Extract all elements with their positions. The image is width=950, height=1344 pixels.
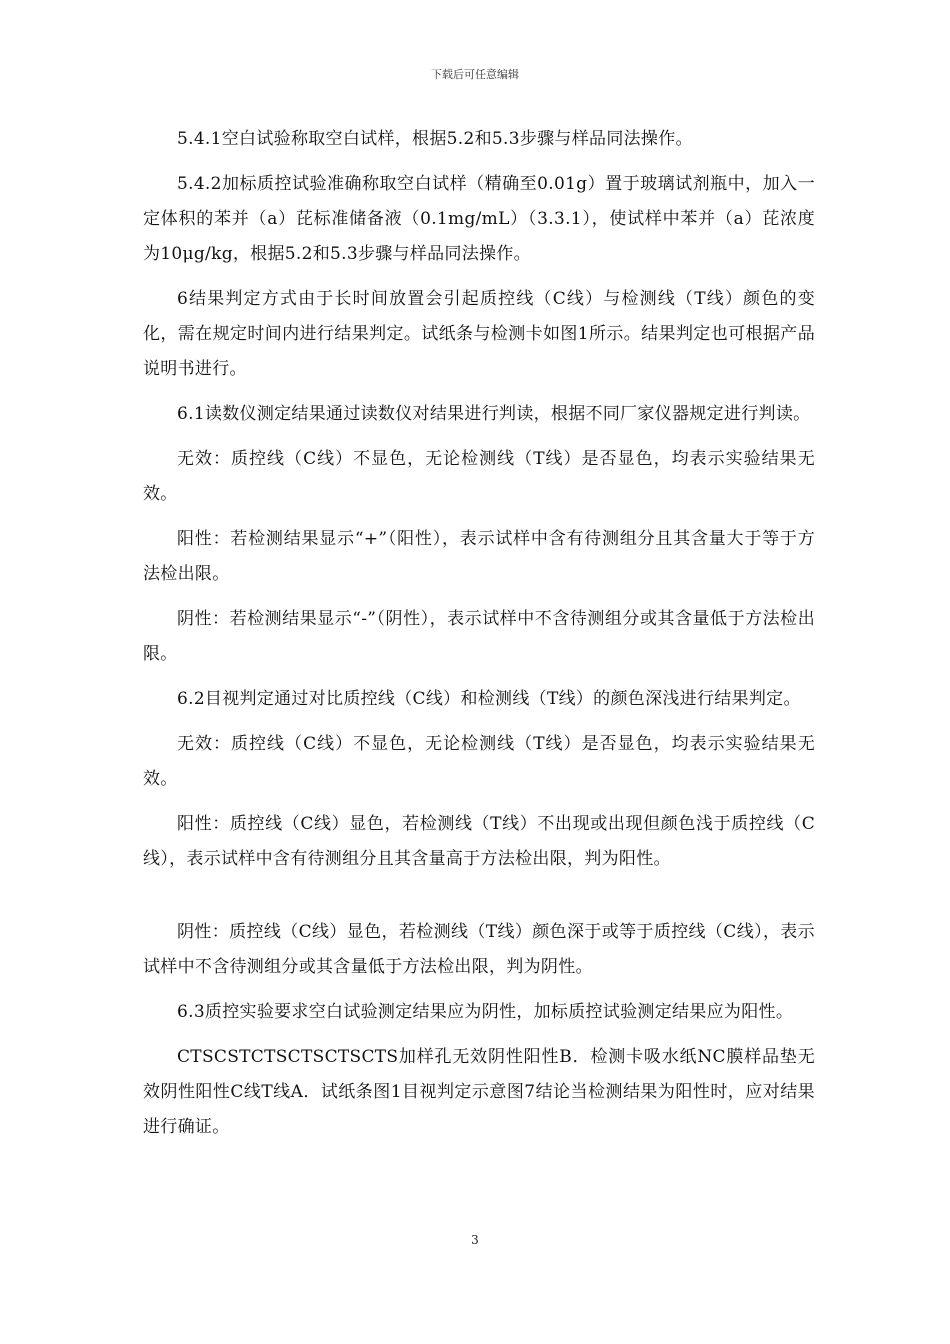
paragraph-6-2-invalid: 无效：质控线（C线）不显色，无论检测线（T线）是否显色，均表示实验结果无效。 bbox=[143, 734, 815, 789]
paragraph-6-2-positive: 阳性：质控线（C线）显色，若检测线（T线）不出现或出现但颜色浅于质控线（C线），表示试样中含有待测组分且其含量高于方法检出限，判为阳性。 bbox=[143, 814, 815, 869]
paragraph-6-1: 6.1读数仪测定结果通过读数仪对结果进行判读，根据不同厂家仪器规定进行判读。 bbox=[177, 404, 811, 424]
document-body bbox=[143, 122, 815, 1155]
paragraph-gap bbox=[143, 887, 815, 915]
page-number: 3 bbox=[471, 1233, 479, 1247]
paragraph-6-2-negative: 阴性：质控线（C线）显色，若检测线（T线）颜色深于或等于质控线（C线），表示试样中不含待测组分或其含量低于方法检出限，判为阴性。 bbox=[143, 922, 815, 977]
paragraph-6-2: 6.2目视判定通过对比质控线（C线）和检测线（T线）的颜色深浅进行结果判定。 bbox=[177, 689, 801, 709]
paragraph-6-1-negative: 阴性：若检测结果显示“-”（阴性），表示试样中不含待测组分或其含量低于方法检出限。 bbox=[143, 609, 815, 664]
page-header: 下载后可任意编辑 bbox=[431, 68, 519, 81]
paragraph-6: 6结果判定方式由于长时间放置会引起质控线（C线）与检测线（T线）颜色的变化，需在规定时间内进行结果判定。试纸条与检测卡如图1所示。结果判定也可根据产品说明书进行。 bbox=[143, 289, 815, 379]
paragraph-7: CTSCSTCTSCTSCTSCTS加样孔无效阴性阳性B．检测卡吸水纸NC膜样品垫无效阴性阳性C线T线A．试纸条图1目视判定示意图7结论当检测结果为阳性时，应对结果进行确证。 bbox=[143, 1047, 815, 1137]
paragraph-5-4-2: 5.4.2加标质控试验准确称取空白试样（精确至0.01g）置于玻璃试剂瓶中，加入一定体积的苯并（a）芘标准储备液（0.1mg/mL）（3.3.1），使试样中苯并（a）芘浓度为10μg/kg，根据5.2和5.3步骤与样品同法操作。 bbox=[143, 174, 815, 264]
paragraph-5-4-1: 5.4.1空白试验称取空白试样，根据5.2和5.3步骤与样品同法操作。 bbox=[177, 129, 693, 149]
paragraph-6-3: 6.3质控实验要求空白试验测定结果应为阴性，加标质控试验测定结果应为阳性。 bbox=[177, 1002, 794, 1022]
paragraph-6-1-positive: 阳性：若检测结果显示“+”（阳性），表示试样中含有待测组分且其含量大于等于方法检出限。 bbox=[143, 529, 815, 584]
paragraph-6-1-invalid: 无效：质控线（C线）不显色，无论检测线（T线）是否显色，均表示实验结果无效。 bbox=[143, 449, 815, 504]
